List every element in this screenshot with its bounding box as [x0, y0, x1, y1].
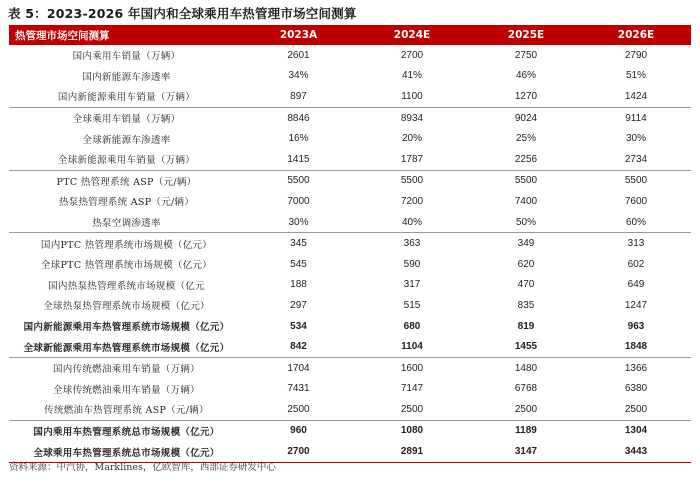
cell: 2790: [624, 49, 648, 61]
cell: 1366: [624, 362, 648, 374]
cell: 1848: [581, 336, 691, 357]
row-label: 全球传统燃油乘用车销量（万辆）: [52, 384, 200, 396]
cell: 7200: [400, 195, 424, 207]
table-row: [9, 86, 691, 107]
cell: 1455: [471, 336, 581, 357]
cell: 2500: [244, 399, 353, 420]
cell: 842: [244, 336, 353, 357]
cell: 1189: [515, 425, 537, 437]
cell: 5500: [287, 175, 310, 187]
header-year-2024: 2024E: [353, 25, 471, 45]
cell: 313: [627, 238, 645, 250]
cell: 1270: [471, 86, 581, 107]
row-label: 全球新能源车渗透率: [82, 134, 171, 146]
cell: 34%: [288, 70, 309, 82]
cell: 40%: [353, 212, 471, 233]
row-label: 热泵热管理系统 ASP（元/辆）: [58, 197, 195, 209]
table-row: [9, 233, 691, 254]
table-row: [9, 379, 691, 400]
cell: 2601: [287, 49, 310, 61]
cell: 9024: [514, 112, 538, 124]
cell: 9114: [625, 112, 647, 124]
header-year-2026: 2026E: [581, 25, 691, 45]
cell: 590: [403, 258, 421, 270]
row-label: 全球乘用车热管理系统总市场规模（亿元）: [9, 441, 244, 462]
cell: 7431: [287, 383, 310, 395]
cell: 2700: [400, 49, 424, 61]
cell: 349: [517, 238, 535, 250]
cell: 680: [403, 320, 421, 332]
row-label: 国内传统燃油乘用车销量（万辆）: [52, 364, 200, 376]
cell: 297: [290, 299, 307, 311]
row-label: 国内PTC 热管理系统市场规模（亿元）: [40, 239, 213, 251]
cell: 515: [403, 299, 421, 311]
row-label: 国内乘用车销量（万辆）: [72, 51, 181, 63]
header-row: [9, 25, 691, 45]
table-caption: 表 5：2023-2026 年国内和全球乘用车热管理市场空间测算: [8, 6, 357, 21]
table-row: [9, 149, 691, 170]
row-label: PTC 热管理系统 ASP（元/辆）: [56, 176, 197, 188]
cell: 7600: [624, 195, 648, 207]
cell: 7400: [514, 195, 538, 207]
cell: 534: [290, 320, 307, 332]
cell: 345: [290, 238, 307, 250]
cell: 2500: [581, 399, 691, 420]
table-row: [9, 316, 691, 337]
cell: 2700: [244, 441, 353, 462]
row-label: 国内乘用车热管理系统总市场规模（亿元）: [33, 426, 220, 438]
cell: 649: [627, 279, 645, 291]
row-label: 国内新能源乘用车热管理系统市场规模（亿元）: [23, 322, 230, 334]
table-row: [9, 66, 691, 87]
cell: 602: [627, 258, 645, 270]
header-label: 热管理市场空间测算: [9, 25, 244, 45]
cell: 317: [403, 279, 421, 291]
cell: 6380: [624, 383, 648, 395]
cell: 2891: [353, 441, 471, 462]
cell: 1080: [400, 425, 424, 437]
table-row: [9, 45, 691, 66]
table-row: [9, 254, 691, 275]
cell: 960: [290, 425, 307, 437]
cell: 3443: [581, 441, 691, 462]
row-label: 国内新能源车渗透率: [82, 71, 171, 83]
row-label: 全球热泵热管理系统市场规模（亿元）: [43, 301, 210, 313]
cell: 8934: [400, 112, 424, 124]
table-row: [9, 336, 691, 357]
cell: 1104: [353, 336, 471, 357]
cell: 30%: [244, 212, 353, 233]
cell: 1787: [353, 149, 471, 170]
row-label: 全球乘用车销量（万辆）: [72, 114, 181, 126]
table-row: [9, 107, 691, 128]
cell: 1704: [287, 362, 310, 374]
cell: 5500: [624, 175, 648, 187]
cell: 897: [244, 86, 353, 107]
cell: 2500: [353, 399, 471, 420]
cell: 363: [403, 238, 421, 250]
cell: 2734: [581, 149, 691, 170]
cell: 51%: [625, 70, 646, 82]
table-row: [9, 357, 691, 378]
cell: 7000: [287, 195, 310, 207]
row-label: 全球新能源乘用车热管理系统市场规模（亿元）: [9, 336, 244, 357]
row-label: 国内新能源乘用车销量（万辆）: [9, 86, 244, 107]
source-note: 资料来源：中汽协，Marklines，亿欧智库，西部证券研发中心: [9, 462, 276, 473]
cell: 16%: [288, 133, 309, 145]
cell: 7147: [400, 383, 424, 395]
cell: 620: [517, 258, 535, 270]
row-label: 传统燃油车热管理系统 ASP（元/辆）: [9, 399, 244, 420]
cell: 46%: [515, 70, 536, 82]
cell: 819: [517, 320, 535, 332]
row-label: 全球新能源乘用车销量（万辆）: [9, 149, 244, 170]
cell: 963: [627, 320, 645, 332]
cell: 8846: [287, 112, 310, 124]
cell: 2750: [514, 49, 538, 61]
row-label: 热泵空调渗透率: [9, 212, 244, 233]
cell: 2256: [471, 149, 581, 170]
cell: 3147: [471, 441, 581, 462]
cell: 20%: [401, 133, 422, 145]
table-row: [9, 128, 691, 149]
cell: 545: [290, 258, 307, 270]
cell: 188: [290, 279, 307, 291]
cell: 6768: [514, 383, 538, 395]
cell: 1247: [624, 299, 648, 311]
cell: 5500: [400, 175, 424, 187]
table-row: [9, 420, 691, 441]
cell: 1304: [624, 425, 648, 437]
row-label: 全球PTC 热管理系统市场规模（亿元）: [40, 260, 213, 272]
table-row: [9, 275, 691, 296]
header-year-2023: 2023A: [244, 25, 353, 45]
table-row: [9, 170, 691, 191]
cell: 1480: [514, 362, 538, 374]
cell: 2500: [471, 399, 581, 420]
cell: 1600: [400, 362, 424, 374]
cell: 5500: [514, 175, 538, 187]
cell: 50%: [471, 212, 581, 233]
row-label: 国内热泵热管理系统市场规模（亿元: [48, 280, 205, 292]
cell: 30%: [625, 133, 646, 145]
cell: 1424: [581, 86, 691, 107]
table-row: [9, 295, 691, 316]
cell: 470: [517, 279, 535, 291]
cell: 25%: [515, 133, 536, 145]
cell: 835: [517, 299, 535, 311]
table-row: [9, 212, 691, 233]
table-row: [9, 399, 691, 420]
cell: 41%: [401, 70, 422, 82]
market-table: [9, 25, 691, 463]
table-row: [9, 191, 691, 212]
cell: 1415: [244, 149, 353, 170]
cell: 60%: [581, 212, 691, 233]
header-year-2025: 2025E: [471, 25, 581, 45]
cell: 1100: [353, 86, 471, 107]
